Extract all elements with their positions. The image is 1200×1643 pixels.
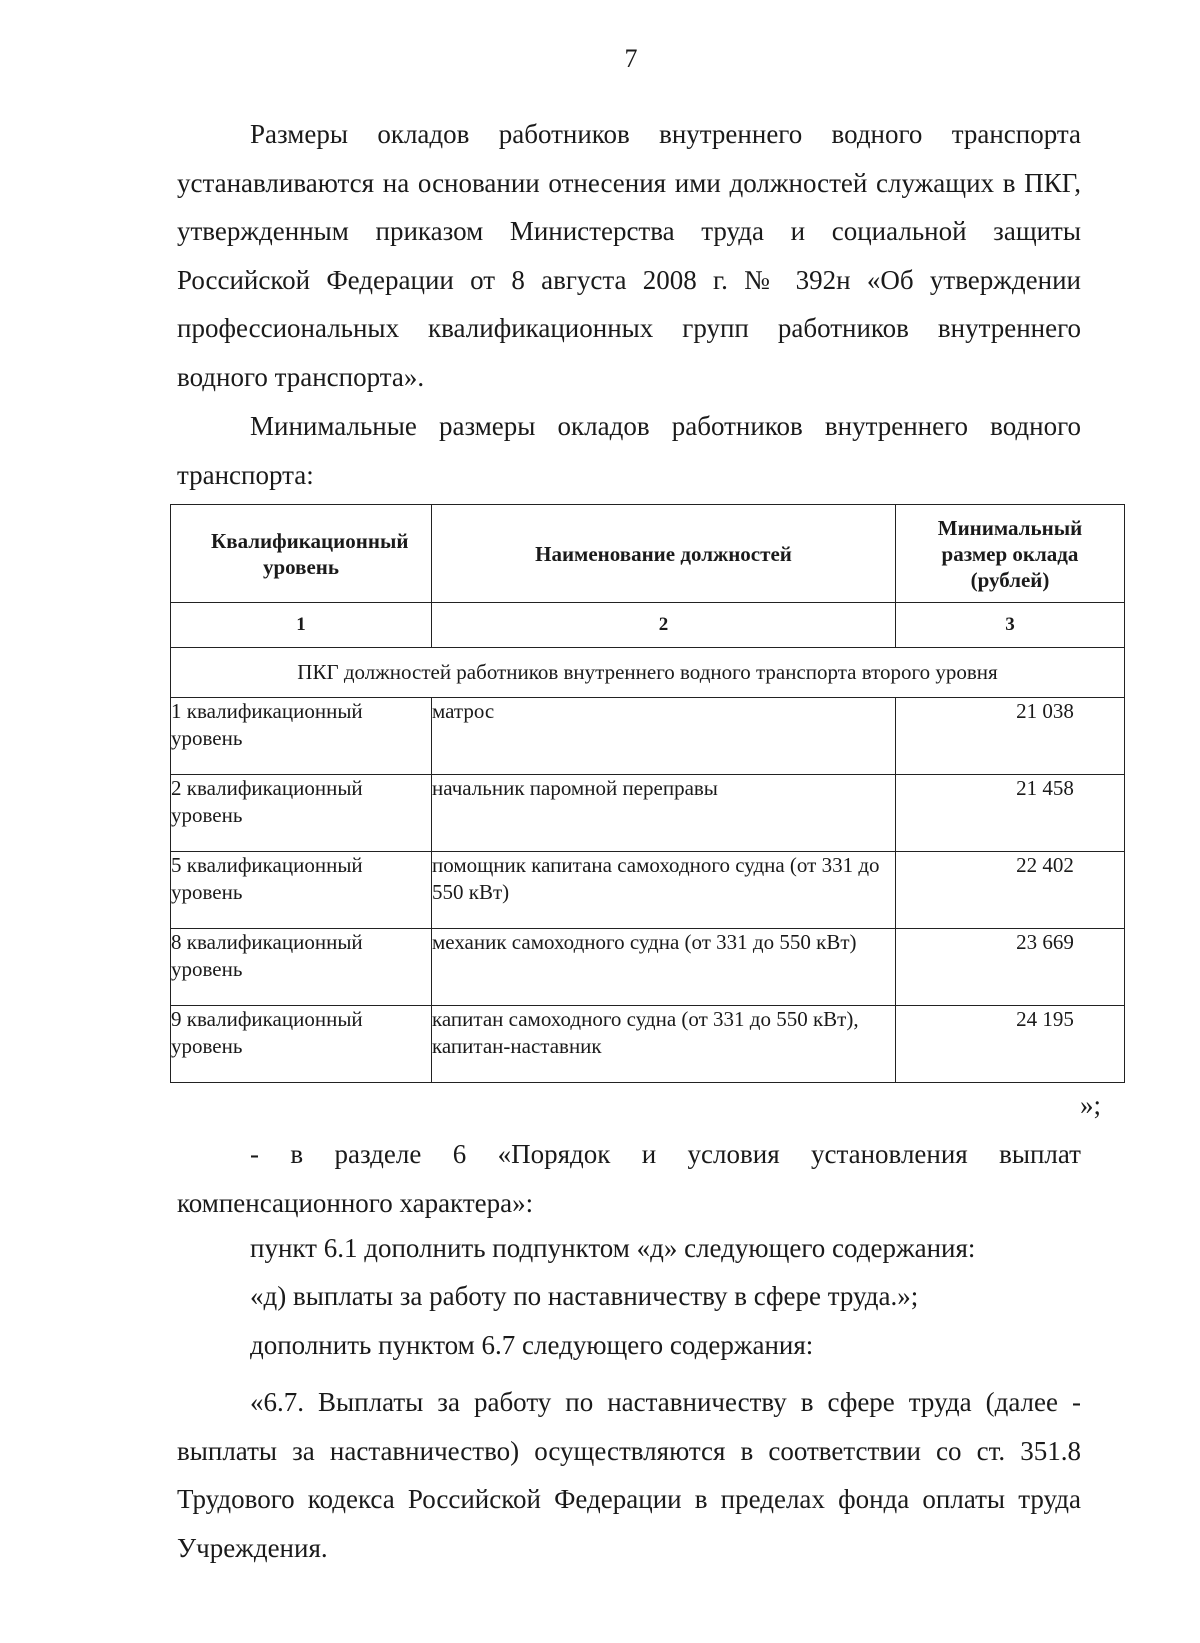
- table-row: [171, 1006, 1125, 1083]
- paragraph-point-6-7: «6.7. Выплаты за работу по наставничеству в сфере труда (далее - выплаты за наставничество) осуществляются в соответствии со ст. 351.8 Трудового кодекса Российской Федерации в пределах фонда оплаты труда Учреждения.: [177, 1387, 1081, 1563]
- table-row: [171, 775, 1125, 852]
- closing-quote: »;: [1080, 1090, 1102, 1120]
- salary-table: [170, 504, 1125, 1083]
- table-header-row: [171, 505, 1125, 603]
- table-row: [171, 852, 1125, 929]
- cell-level: 9 квалификационный уровень: [171, 1006, 432, 1083]
- cell-salary: 21 458: [896, 775, 1125, 852]
- cell-position: помощник капитана самоходного судна (от 331 до 550 кВт): [432, 852, 896, 929]
- column-number: 1: [171, 603, 432, 648]
- cell-salary: 22 402: [896, 852, 1125, 929]
- paragraph-section-6: - в разделе 6 «Порядок и условия установления выплат компенсационного характера»:: [177, 1139, 1081, 1218]
- cell-level: 5 квалификационный уровень: [171, 852, 432, 929]
- cell-level: 2 квалификационный уровень: [171, 775, 432, 852]
- page-number: 7: [624, 44, 638, 73]
- cell-position: механик самоходного судна (от 331 до 550 кВт): [432, 929, 896, 1006]
- paragraph-salary-basis: Размеры окладов работников внутреннего водного транспорта устанавливаются на основании отнесения ими должностей служащих в ПКГ, утвержденным приказом Министерства труда и социальной защиты Российской Федерации от 8 августа 2008 г. № 392н «Об утверждении профессиональных квалификационных групп работников внутреннего водного транспорта».: [177, 119, 1081, 392]
- table-row: [171, 698, 1125, 775]
- header-salary: Минимальный размер оклада (рублей): [896, 505, 1125, 603]
- column-number: 3: [896, 603, 1125, 648]
- cell-level: 1 квалификационный уровень: [171, 698, 432, 775]
- cell-position: капитан самоходного судна (от 331 до 550 кВт), капитан-наставник: [432, 1006, 896, 1083]
- line-add-point-6-7: дополнить пунктом 6.7 следующего содержания:: [250, 1330, 814, 1360]
- cell-level: 8 квалификационный уровень: [171, 929, 432, 1006]
- cell-salary: 24 195: [896, 1006, 1125, 1083]
- table-row: [171, 929, 1125, 1006]
- column-number: 2: [432, 603, 896, 648]
- cell-position: начальник паромной переправы: [432, 775, 896, 852]
- table-column-numbers-row: [171, 603, 1125, 648]
- cell-position: матрос: [432, 698, 896, 775]
- header-position: Наименование должностей: [432, 505, 896, 603]
- table-group-row: [171, 648, 1125, 698]
- cell-salary: 23 669: [896, 929, 1125, 1006]
- group-title: ПКГ должностей работников внутреннего водного транспорта второго уровня: [171, 648, 1125, 698]
- header-level: Квалификационный уровень: [171, 505, 432, 603]
- paragraph-min-salaries-intro: Минимальные размеры окладов работников внутреннего водного транспорта:: [177, 411, 1081, 490]
- line-subpoint-d: «д) выплаты за работу по наставничеству в сфере труда.»;: [250, 1281, 919, 1311]
- line-point-6-1: пункт 6.1 дополнить подпунктом «д» следующего содержания:: [250, 1233, 976, 1263]
- cell-salary: 21 038: [896, 698, 1125, 775]
